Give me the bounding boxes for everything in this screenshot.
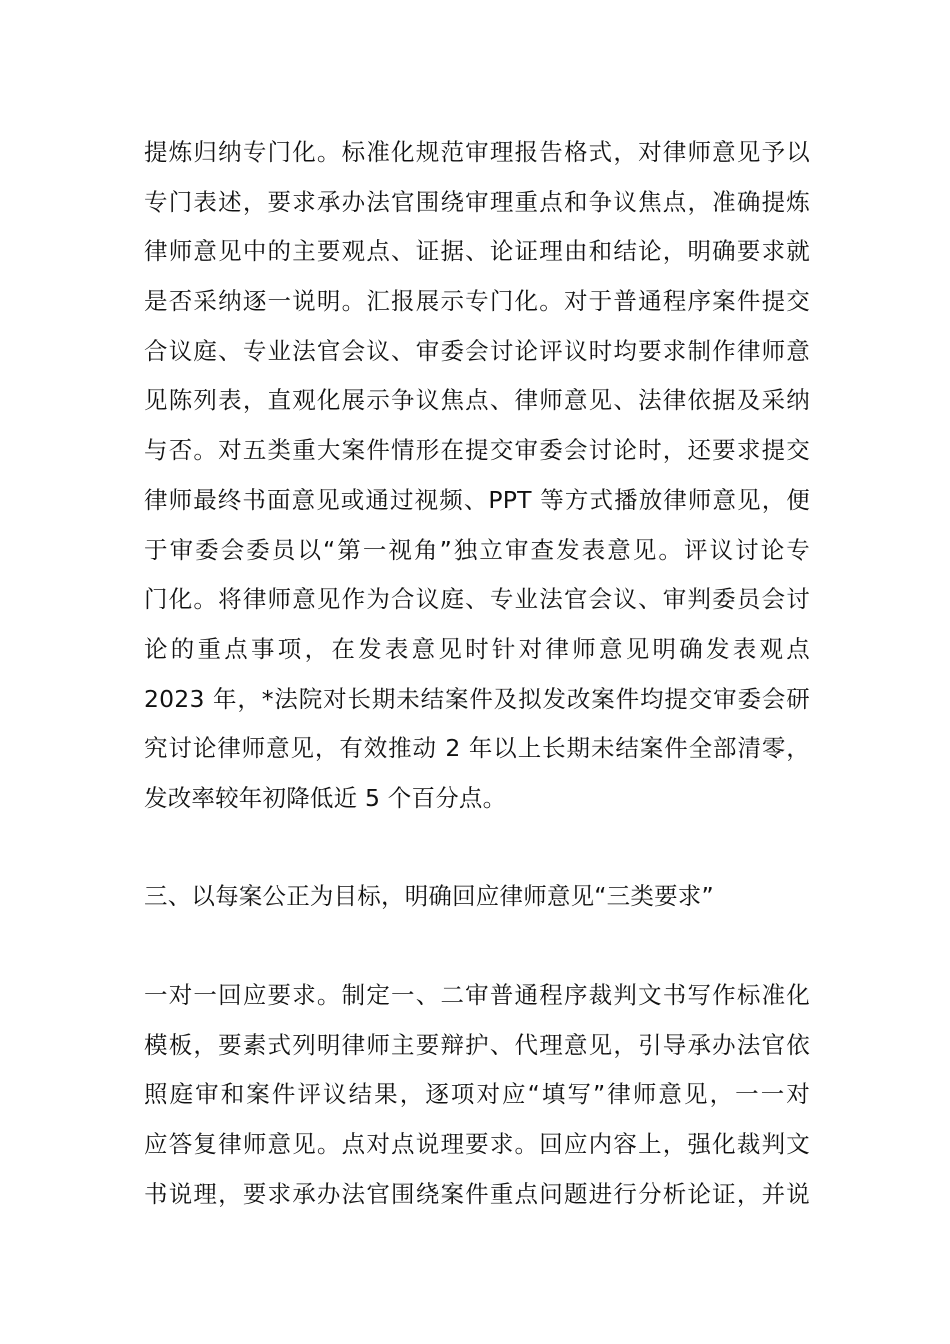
paragraph-2 — [144, 971, 810, 1219]
paragraph-line: 模板，要素式列明律师主要辩护、代理意见，引导承办法官依 — [144, 1030, 810, 1059]
paragraph-line: 见陈列表，直观化展示争议焦点、律师意见、法律依据及采纳 — [144, 386, 810, 415]
paragraph-line: 是否采纳逐一说明。汇报展示专门化。对于普通程序案件提交 — [144, 287, 810, 316]
paragraph-line: 专门表述，要求承办法官围绕审理重点和争议焦点，准确提炼 — [144, 187, 810, 216]
paragraph-line: 与否。对五类重大案件情形在提交审委会讨论时，还要求提交 — [144, 436, 810, 465]
paragraph-line: 律师最终书面意见或通过视频、PPT 等方式播放律师意见，便 — [144, 485, 810, 514]
paragraph-line: 发改率较年初降低近 5 个百分点。 — [144, 783, 507, 812]
section-heading — [144, 872, 810, 922]
paragraph-line: 2023 年，*法院对长期未结案件及拟发改案件均提交审委会研 — [144, 684, 810, 713]
paragraph-line: 论的重点事项，在发表意见时针对律师意见明确发表观点 — [144, 634, 810, 663]
paragraph-1 — [144, 128, 810, 824]
paragraph-line: 提炼归纳专门化。标准化规范审理报告格式，对律师意见予以 — [144, 138, 810, 166]
section-heading-text: 三、以每案公正为目标，明确回应律师意见“三类要求” — [144, 882, 714, 910]
paragraph-line: 一对一回应要求。制定一、二审普通程序裁判文书写作标准化 — [144, 981, 810, 1009]
paragraph-line: 于审委会委员以“第一视角”独立审查发表意见。评议讨论专 — [144, 535, 810, 564]
paragraph-line: 应答复律师意见。点对点说理要求。回应内容上，强化裁判文 — [144, 1130, 810, 1159]
paragraph-line: 照庭审和案件评议结果，逐项对应“填写”律师意见，一一对 — [144, 1080, 810, 1109]
paragraph-line: 书说理，要求承办法官围绕案件重点问题进行分析论证，并说 — [144, 1179, 810, 1208]
paragraph-line: 究讨论律师意见，有效推动 2 年以上长期未结案件全部清零， — [144, 734, 810, 763]
paragraph-line: 律师意见中的主要观点、证据、论证理由和结论，明确要求就 — [144, 237, 810, 266]
paragraph-line: 门化。将律师意见作为合议庭、专业法官会议、审判委员会讨 — [144, 585, 810, 614]
paragraph-line: 合议庭、专业法官会议、审委会讨论评议时均要求制作律师意 — [144, 336, 810, 365]
